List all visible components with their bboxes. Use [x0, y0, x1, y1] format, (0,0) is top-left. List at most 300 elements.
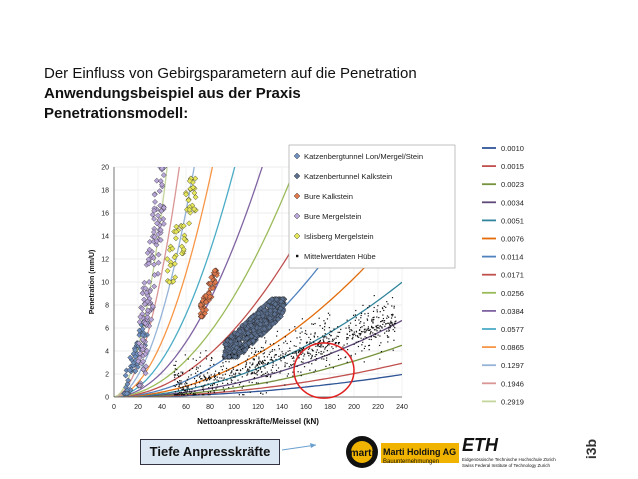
scatter-point: [326, 355, 327, 356]
scatter-point: [311, 356, 312, 357]
scatter-point: [261, 347, 262, 348]
y-tick-label: 12: [101, 256, 109, 264]
scatter-point: [322, 346, 323, 347]
scatter-point: [260, 393, 261, 394]
scatter-point: [347, 362, 348, 363]
scatter-point: [375, 337, 376, 338]
scatter-point: [206, 380, 207, 381]
scatter-point: [226, 370, 227, 371]
scatter-point: [280, 370, 281, 371]
y-tick-label: 14: [101, 233, 109, 241]
scatter-point: [267, 356, 268, 357]
scatter-point: [371, 319, 372, 320]
series-legend-box: [289, 145, 455, 268]
scatter-point: [394, 327, 395, 328]
scatter-point: [180, 383, 181, 384]
scatter-point: [251, 343, 252, 344]
scatter-point: [389, 330, 390, 331]
scatter-point: [204, 384, 205, 385]
scatter-point: [287, 343, 288, 344]
scatter-point: [289, 366, 290, 367]
scatter-point: [208, 383, 209, 384]
scatter-point: [218, 373, 219, 374]
scatter-point: [251, 348, 252, 349]
scatter-point: [300, 333, 301, 334]
scatter-point: [388, 327, 389, 328]
scatter-point: [314, 323, 315, 324]
scatter-point: [356, 342, 357, 343]
scatter-point: [247, 359, 248, 360]
scatter-point: [323, 337, 324, 338]
scatter-point: [358, 319, 359, 320]
scatter-point: [287, 355, 288, 356]
scatter-point: [393, 329, 394, 330]
scatter-point: [195, 373, 196, 374]
scatter-point: [319, 346, 320, 347]
scatter-point: [349, 335, 350, 336]
scatter-point: [228, 369, 229, 370]
scatter-point: [299, 347, 300, 348]
scatter-point: [260, 351, 261, 352]
scatter-point: [371, 326, 372, 327]
scatter-point: [283, 356, 284, 357]
scatter-point: [303, 347, 304, 348]
scatter-point: [187, 389, 188, 390]
x-tick-label: 20: [134, 404, 142, 411]
scatter-point: [175, 365, 176, 366]
scatter-point: [165, 256, 170, 261]
slide-heading: [44, 64, 604, 124]
scatter-point: [302, 362, 303, 363]
scatter-point: [189, 391, 190, 392]
x-tick-label: 180: [324, 404, 336, 411]
scatter-point: [308, 355, 309, 356]
scatter-point: [378, 327, 379, 328]
scatter-point: [299, 342, 300, 343]
scatter-point: [210, 391, 211, 392]
scatter-point: [186, 392, 187, 393]
scatter-point: [262, 363, 263, 364]
scatter-point: [370, 331, 371, 332]
scatter-point: [192, 368, 193, 369]
scatter-point: [359, 323, 360, 324]
scatter-point: [188, 358, 189, 359]
scatter-point: [224, 378, 225, 379]
scatter-point: [243, 386, 244, 387]
scatter-point: [338, 343, 339, 344]
scatter-point: [231, 370, 232, 371]
scatter-point: [273, 360, 274, 361]
scatter-point: [203, 375, 204, 376]
scatter-point: [196, 381, 197, 382]
scatter-point: [280, 360, 281, 361]
scatter-point: [271, 357, 272, 358]
x-tick-label: 140: [276, 404, 288, 411]
scatter-point: [214, 379, 215, 380]
scatter-point: [358, 346, 359, 347]
scatter-point: [330, 331, 331, 332]
scatter-point: [192, 190, 197, 195]
scatter-point: [367, 329, 368, 330]
scatter-point: [278, 345, 279, 346]
scatter-point: [307, 353, 308, 354]
scatter-point: [191, 384, 192, 385]
scatter-point: [332, 341, 333, 342]
scatter-point: [348, 337, 349, 338]
scatter-point: [288, 351, 289, 352]
scatter-point: [363, 325, 364, 326]
scatter-point: [258, 367, 259, 368]
scatter-point: [358, 341, 359, 342]
scatter-point: [380, 311, 381, 312]
scatter-point: [393, 350, 394, 351]
scatter-point: [309, 341, 310, 342]
scatter-point: [292, 375, 293, 376]
scatter-point: [237, 341, 238, 342]
curve-legend-label: 0.1946: [501, 379, 524, 389]
scatter-point: [361, 313, 362, 314]
curve-legend-label: 0.0015: [501, 162, 524, 172]
scatter-point: [186, 383, 187, 384]
y-tick-label: 18: [101, 187, 109, 195]
scatter-point: [231, 382, 232, 383]
scatter-point: [257, 365, 258, 366]
scatter-point: [338, 359, 339, 360]
scatter-point: [208, 387, 209, 388]
scatter-point: [191, 374, 192, 375]
scatter-point: [336, 346, 337, 347]
scatter-point: [201, 378, 202, 379]
scatter-point: [293, 360, 294, 361]
scatter-point: [324, 348, 325, 349]
scatter-point: [300, 339, 301, 340]
scatter-point: [347, 349, 348, 350]
scatter-point: [173, 365, 174, 366]
scatter-point: [223, 387, 224, 388]
scatter-point: [355, 325, 356, 326]
scatter-point: [284, 357, 285, 358]
scatter-point: [215, 388, 216, 389]
scatter-point: [295, 351, 296, 352]
scatter-point: [216, 379, 217, 380]
scatter-point: [184, 383, 185, 384]
scatter-point: [391, 317, 392, 318]
scatter-point: [296, 355, 297, 356]
scatter-point: [175, 374, 176, 375]
curve-legend-label: 0.0384: [501, 306, 524, 316]
legend-marker: [296, 255, 298, 257]
scatter-point: [299, 351, 300, 352]
scatter-point: [231, 357, 232, 358]
scatter-point: [288, 373, 289, 374]
scatter-point: [263, 347, 264, 348]
scatter-point: [373, 317, 374, 318]
scatter-point: [239, 394, 240, 395]
scatter-point: [279, 372, 280, 373]
scatter-point: [228, 387, 229, 388]
scatter-point: [352, 337, 353, 338]
scatter-point: [328, 354, 329, 355]
scatter-point: [369, 330, 370, 331]
eth-logo-brand: ETH: [462, 435, 498, 455]
scatter-point: [173, 236, 178, 241]
scatter-point: [180, 371, 181, 372]
scatter-point: [395, 323, 396, 324]
scatter-point: [309, 348, 310, 349]
scatter-point: [222, 369, 223, 370]
scatter-point: [384, 333, 385, 334]
scatter-point: [187, 387, 188, 388]
scatter-point: [394, 331, 395, 332]
scatter-point: [279, 359, 280, 360]
scatter-point: [293, 353, 294, 354]
marti-logo: [345, 433, 460, 471]
scatter-point: [273, 343, 274, 344]
scatter-point: [223, 379, 224, 380]
scatter-point: [387, 315, 388, 316]
scatter-point: [177, 374, 178, 375]
scatter-point: [347, 320, 348, 321]
scatter-point: [305, 330, 306, 331]
scatter-point: [209, 379, 210, 380]
scatter-point: [335, 342, 336, 343]
scatter-point: [354, 332, 355, 333]
scatter-point: [185, 382, 186, 383]
curve-legend-label: 0.0034: [501, 198, 524, 208]
scatter-point: [261, 375, 262, 376]
scatter-point: [178, 382, 179, 383]
scatter-point: [233, 369, 234, 370]
scatter-point: [301, 375, 302, 376]
scatter-point: [384, 326, 385, 327]
scatter-point: [215, 378, 216, 379]
scatter-point: [368, 326, 369, 327]
scatter-point: [386, 318, 387, 319]
scatter-point: [239, 346, 240, 347]
scatter-point: [349, 329, 350, 330]
scatter-point: [359, 329, 360, 330]
scatter-point: [180, 380, 181, 381]
scatter-point: [292, 358, 293, 359]
scatter-point: [267, 371, 268, 372]
curve-legend-label: 0.0114: [501, 252, 524, 262]
scatter-point: [176, 369, 177, 370]
scatter-point: [388, 317, 389, 318]
scatter-point: [249, 362, 250, 363]
scatter-point: [392, 297, 393, 298]
scatter-point: [252, 373, 253, 374]
scatter-point: [268, 362, 269, 363]
legend-entry-label: Islisberg Mergelstein: [304, 232, 374, 241]
scatter-point: [355, 353, 356, 354]
scatter-point: [328, 341, 329, 342]
scatter-point: [373, 319, 374, 320]
scatter-point: [283, 342, 284, 343]
scatter-point: [391, 323, 392, 324]
scatter-point: [226, 368, 227, 369]
scatter-point: [365, 331, 366, 332]
scatter-point: [307, 352, 308, 353]
scatter-point: [308, 362, 309, 363]
curve-legend-label: 0.0865: [501, 343, 524, 353]
scatter-point: [349, 331, 350, 332]
scatter-point: [369, 305, 370, 306]
scatter-point: [174, 371, 175, 372]
scatter-point: [195, 384, 196, 385]
scatter-point: [182, 372, 183, 373]
scatter-point: [263, 366, 264, 367]
scatter-point: [185, 386, 186, 387]
scatter-point: [258, 370, 259, 371]
scatter-point: [319, 325, 320, 326]
scatter-point: [211, 374, 212, 375]
scatter-point: [289, 348, 290, 349]
marti-logo-brand: Marti Holding AG: [383, 447, 457, 457]
scatter-point: [263, 374, 264, 375]
scatter-point: [239, 373, 240, 374]
callout-arrow: [282, 440, 322, 454]
scatter-point: [190, 393, 191, 394]
scatter-point: [250, 392, 251, 393]
scatter-point: [353, 335, 354, 336]
scatter-point: [320, 346, 321, 347]
scatter-point: [317, 346, 318, 347]
scatter-point: [356, 331, 357, 332]
scatter-point: [370, 333, 371, 334]
scatter-point: [211, 358, 212, 359]
scatter-point: [337, 326, 338, 327]
scatter-point: [369, 345, 370, 346]
i3b-logo-brand: i3b: [583, 438, 599, 460]
scatter-point: [274, 372, 275, 373]
scatter-point: [264, 337, 265, 338]
scatter-point: [256, 369, 257, 370]
scatter-point: [282, 353, 283, 354]
scatter-point: [196, 369, 197, 370]
scatter-point: [213, 364, 214, 365]
scatter-point: [208, 392, 209, 393]
scatter-point: [364, 329, 365, 330]
scatter-point: [311, 349, 312, 350]
curve-legend-label: 0.0256: [501, 288, 524, 298]
scatter-point: [233, 354, 234, 355]
marti-logo-sub: Bauunternehmungen: [383, 459, 440, 465]
scatter-point: [328, 338, 329, 339]
marti-logo-badge: marti: [349, 448, 375, 459]
scatter-point: [285, 362, 286, 363]
scatter-point: [326, 346, 327, 347]
scatter-point: [315, 354, 316, 355]
scatter-point: [351, 355, 352, 356]
y-tick-label: 6: [105, 325, 109, 333]
scatter-point: [302, 318, 303, 319]
scatter-point: [299, 337, 300, 338]
scatter-point: [310, 343, 311, 344]
scatter-point: [260, 361, 261, 362]
scatter-point: [318, 344, 319, 345]
scatter-point: [317, 336, 318, 337]
scatter-point: [352, 338, 353, 339]
scatter-point: [338, 332, 339, 333]
scatter-point: [206, 355, 207, 356]
scatter-point: [248, 355, 249, 356]
scatter-point: [287, 375, 288, 376]
scatter-point: [258, 383, 259, 384]
scatter-point: [270, 352, 271, 353]
scatter-point: [296, 353, 297, 354]
scatter-point: [315, 356, 316, 357]
scatter-point: [365, 346, 366, 347]
scatter-point: [213, 383, 214, 384]
scatter-point: [235, 376, 236, 377]
y-tick-label: 2: [105, 371, 109, 379]
scatter-point: [196, 360, 197, 361]
scatter-point: [207, 372, 208, 373]
scatter-point: [382, 327, 383, 328]
scatter-point: [329, 364, 330, 365]
scatter-point: [267, 376, 268, 377]
scatter-point: [185, 354, 186, 355]
scatter-point: [376, 309, 377, 310]
scatter-point: [255, 373, 256, 374]
scatter-point: [373, 336, 374, 337]
scatter-point: [293, 356, 294, 357]
scatter-point: [327, 350, 328, 351]
scatter-point: [233, 376, 234, 377]
scatter-point: [252, 363, 253, 364]
scatter-point: [361, 344, 362, 345]
scatter-point: [247, 369, 248, 370]
scatter-point: [281, 358, 282, 359]
scatter-point: [310, 334, 311, 335]
scatter-point: [380, 321, 381, 322]
scatter-point: [178, 393, 179, 394]
legend-entry-label: Mittelwertdaten Hübe: [304, 252, 376, 261]
scatter-point: [205, 379, 206, 380]
scatter-point: [235, 374, 236, 375]
scatter-point: [270, 344, 271, 345]
scatter-point: [285, 354, 286, 355]
scatter-point: [289, 329, 290, 330]
scatter-point: [355, 335, 356, 336]
scatter-point: [326, 357, 327, 358]
scatter-point: [335, 338, 336, 339]
scatter-point: [210, 365, 211, 366]
scatter-point: [333, 367, 334, 368]
scatter-point: [239, 384, 240, 385]
scatter-point: [323, 341, 324, 342]
scatter-point: [332, 339, 333, 340]
scatter-point: [175, 386, 176, 387]
curve-legend-label: 0.1297: [501, 361, 524, 371]
scatter-point: [393, 307, 394, 308]
scatter-point: [200, 372, 201, 373]
curve-legend-label: 0.2919: [501, 397, 524, 407]
scatter-point: [305, 333, 306, 334]
scatter-point: [368, 330, 369, 331]
scatter-point: [157, 188, 162, 193]
scatter-point: [314, 335, 315, 336]
scatter-point: [374, 329, 375, 330]
scatter-point: [325, 366, 326, 367]
scatter-point: [382, 307, 383, 308]
heading-line-2: Anwendungsbeispiel aus der Praxis: [44, 85, 301, 102]
scatter-point: [313, 324, 314, 325]
scatter-point: [242, 387, 243, 388]
scatter-point: [265, 342, 266, 343]
scatter-point: [203, 390, 204, 391]
scatter-point: [254, 372, 255, 373]
